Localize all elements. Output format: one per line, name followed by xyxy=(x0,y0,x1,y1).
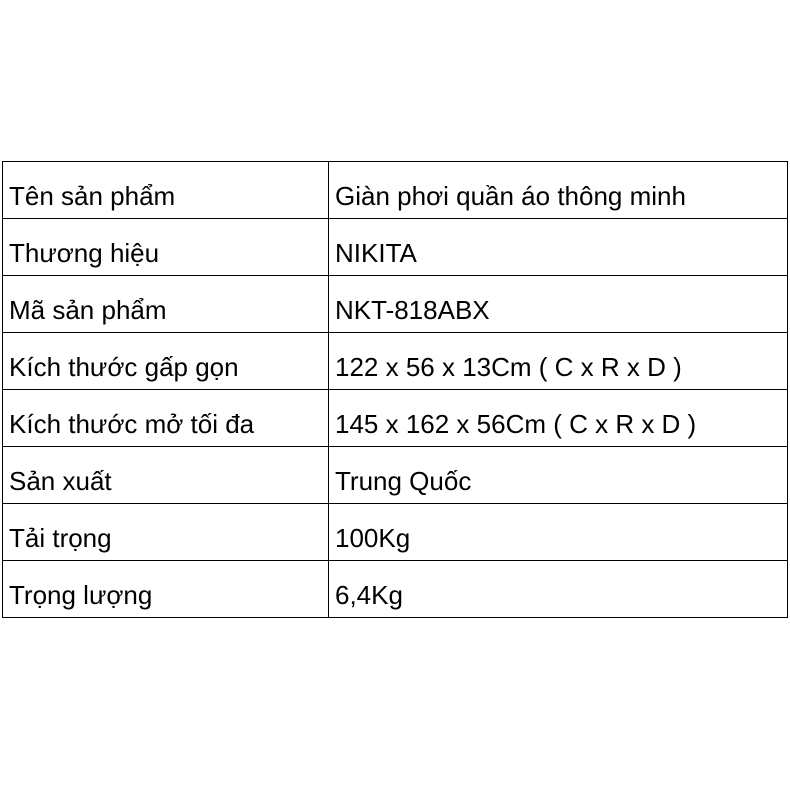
table-row xyxy=(3,504,788,561)
row-label: Tải trọng xyxy=(3,504,329,561)
table-row xyxy=(3,276,788,333)
row-value: 100Kg xyxy=(329,504,788,561)
row-value: Trung Quốc xyxy=(329,447,788,504)
table-row xyxy=(3,333,788,390)
spec-table xyxy=(2,161,788,618)
table-row xyxy=(3,390,788,447)
table-row xyxy=(3,561,788,618)
row-value: 122 x 56 x 13Cm ( C x R x D ) xyxy=(329,333,788,390)
row-value: Giàn phơi quần áo thông minh xyxy=(329,162,788,219)
row-value: NKT-818ABX xyxy=(329,276,788,333)
table-row xyxy=(3,162,788,219)
table-row xyxy=(3,447,788,504)
row-label: Thương hiệu xyxy=(3,219,329,276)
row-label: Sản xuất xyxy=(3,447,329,504)
row-value: 145 x 162 x 56Cm ( C x R x D ) xyxy=(329,390,788,447)
row-label: Kích thước mở tối đa xyxy=(3,390,329,447)
table-row xyxy=(3,219,788,276)
row-label: Mã sản phẩm xyxy=(3,276,329,333)
row-value: 6,4Kg xyxy=(329,561,788,618)
row-label: Trọng lượng xyxy=(3,561,329,618)
row-label: Tên sản phẩm xyxy=(3,162,329,219)
row-value: NIKITA xyxy=(329,219,788,276)
row-label: Kích thước gấp gọn xyxy=(3,333,329,390)
